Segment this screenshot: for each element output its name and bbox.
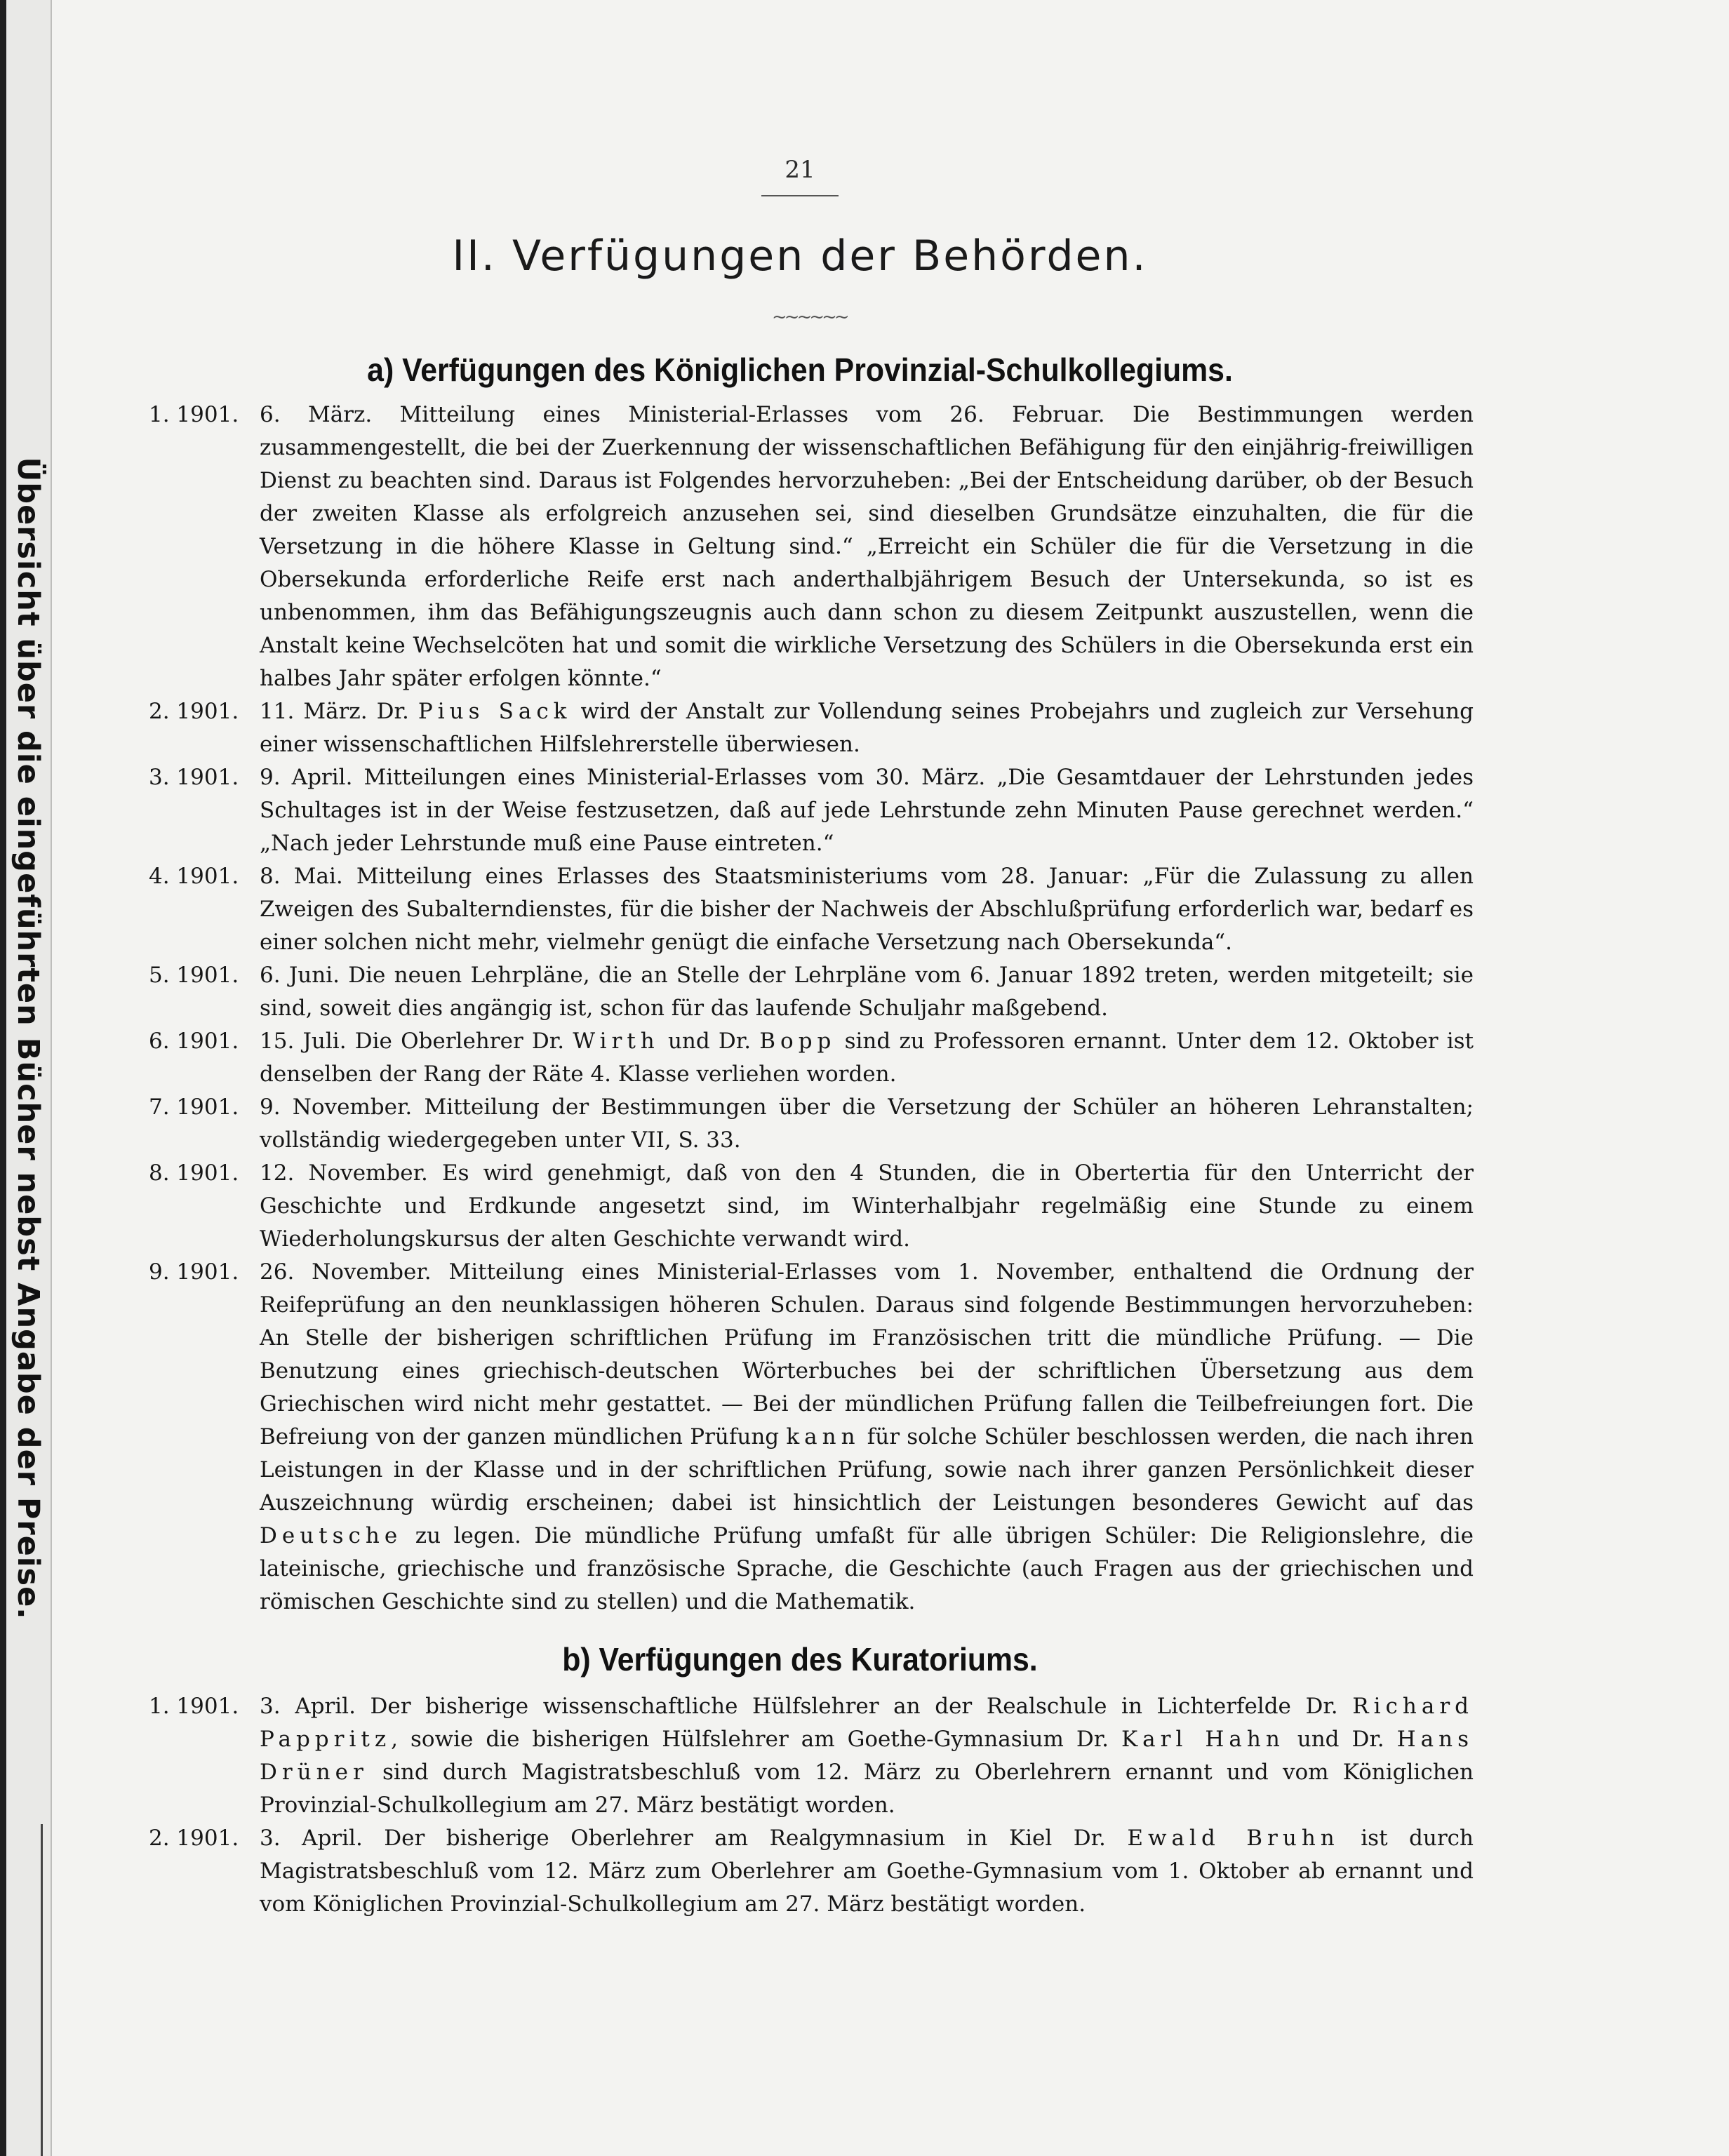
entry-a-5 <box>149 959 1474 1025</box>
entry-a-1 <box>149 399 1474 695</box>
chapter-title: II. Verfügungen der Behörden. <box>452 232 1148 281</box>
entry-a-7 <box>149 1091 1474 1157</box>
section-heading-b: b) Verfügungen des Kuratoriums. <box>562 1641 1038 1678</box>
entry-text: 8. Mai. Mitteilung eines Erlasses des Staatsministeriums vom 28. Januar: „Für die Zulassung zu allen Zweigen des Subalterndienstes, für die bisher der Nachweis der Abschlußprüfung erforderlich war, bedarf es einer solchen nicht mehr, vielmehr genügt die einfache Versetzung nach Obersekunda“. <box>260 864 1474 955</box>
entry-text: 26. November. Mitteilung eines Ministerial-Erlasses vom 1. November, enthaltend die Ordnung der Reifeprüfung an den neunklassigen höheren Schulen. Daraus sind folgende Bestimmungen hervorzuheben: An Stelle der bisherigen schriftlichen Prüfung im Französischen tritt die mündliche Prüfung. — Die Benutzung eines griechisch-deutschen Wörterbuches bei der schriftlichen Übersetzung aus dem Griechischen wird nicht mehr gestattet. — Bei der mündlichen Prüfung fallen die Teilbefreiungen fort. Die Befreiung von der ganzen mündlichen Prüfung kann für solche Schüler beschlossen werden, die nach ihren Leistungen in der Klasse und in der schriftlichen Prüfung, sowie nach ihrer ganzen Persönlichkeit dieser Auszeichnung würdig erscheinen; dabei ist hinsichtlich der Leistungen besonderes Gewicht auf das Deutsche zu legen. Die mündliche Prüfung umfaßt für alle übrigen Schüler: Die Religionslehre, die lateinische, griechische und französische Sprache, die Geschichte (auch Fragen aus der griechischen und römischen Geschichte sind zu stellen) und die Mathematik. <box>260 1259 1474 1614</box>
entries-list-b <box>149 1690 1474 1921</box>
emphasis: kann <box>786 1424 860 1449</box>
entry-number: 2. 1901. <box>149 1826 239 1851</box>
entry-number: 4. 1901. <box>149 864 239 889</box>
page-number: 21 <box>785 156 815 184</box>
person-name: Pius Sack <box>418 699 572 724</box>
binding-edge-mark <box>41 1824 43 2156</box>
binding-edge <box>0 0 6 2156</box>
entry-a-8 <box>149 1157 1474 1256</box>
entries-list-a <box>149 399 1474 1619</box>
entry-number: 7. 1901. <box>149 1094 239 1120</box>
entry-a-4 <box>149 860 1474 959</box>
entry-a-2 <box>149 695 1474 761</box>
entry-number: 9. 1901. <box>149 1259 239 1285</box>
entry-number: 1. 1901. <box>149 1694 239 1719</box>
entry-text: 15. Juli. Die Oberlehrer Dr. Wirth und Dr. Bopp sind zu Professoren ernannt. Unter dem 12. Oktober ist denselben der Rang der Räte 4. Klasse verliehen worden. <box>260 1029 1474 1087</box>
spine-label: Übersicht über die eingeführten Bücher nebst Angabe der Preise. <box>11 457 46 1620</box>
section-heading-a: a) Verfügungen des Königlichen Provinzial-Schulkollegiums. <box>367 351 1233 388</box>
emphasis: Deutsche <box>260 1523 403 1548</box>
entry-number: 2. 1901. <box>149 699 239 724</box>
person-name: Wirth <box>573 1029 660 1054</box>
person-name: Hans Drüner <box>260 1727 1474 1785</box>
person-name: Bopp <box>759 1029 836 1054</box>
person-name: Karl Hahn <box>1121 1727 1285 1752</box>
entry-text: 11. März. Dr. Pius Sack wird der Anstalt zur Vollendung seines Probejahrs und zugleich zur Versehung einer wissenschaftlichen Hilfslehrerstelle überwiesen. <box>260 699 1474 757</box>
entry-text: 12. November. Es wird genehmigt, daß von den 4 Stunden, die in Obertertia für den Unterricht der Geschichte und Erdkunde angesetzt sind, im Winterhalbjahr regelmäßig eine Stunde zu einem Wiederholungskursus der alten Geschichte verwandt wird. <box>260 1160 1474 1252</box>
entry-text: 9. April. Mitteilungen eines Ministerial-Erlasses vom 30. März. „Die Gesamtdauer der Lehrstunden jedes Schultages ist in der Weise festzusetzen, daß auf jede Lehrstunde zehn Minuten Pause gerechnet werden.“ „Nach jeder Lehrstunde muß eine Pause eintreten.“ <box>260 765 1474 856</box>
entry-a-9 <box>149 1256 1474 1619</box>
entry-a-3 <box>149 761 1474 860</box>
entry-text: 6. März. Mitteilung eines Ministerial-Erlasses vom 26. Februar. Die Bestimmungen werden zusammengestellt, die bei der Zuerkennung der wissenschaftlichen Befähigung für den einjährig-freiwilligen Dienst zu beachten sind. Daraus ist Folgendes hervorzuheben: „Bei der Entscheidung darüber, ob der Besuch der zweiten Klasse als erfolgreich anzusehen sei, sind dieselben Grundsätze einzuhalten, die für die Versetzung in die höhere Klasse in Geltung sind.“ „Erreicht ein Schüler die für die Versetzung in die Obersekunda erforderliche Reife erst nach anderthalbjährigem Besuch der Untersekunda, so ist es unbenommen, ihm das Befähigungszeugnis auch dann schon zu diesem Zeitpunkt auszustellen, wenn die Anstalt keine Wechselcöten hat und somit die wirkliche Versetzung des Schülers in die Obersekunda erst ein halbes Jahr später erfolgen könnte.“ <box>260 402 1474 691</box>
entry-number: 3. 1901. <box>149 765 239 790</box>
entry-b-2 <box>149 1822 1474 1921</box>
entry-number: 5. 1901. <box>149 963 239 988</box>
person-name: Ewald Bruhn <box>1127 1826 1340 1851</box>
entry-text: 9. November. Mitteilung der Bestimmungen über die Versetzung der Schüler an höheren Lehranstalten; vollständig wiedergegeben unter VII, S. 33. <box>260 1094 1474 1153</box>
ornament-divider: ~~~~~~ <box>772 307 847 328</box>
entry-a-6 <box>149 1025 1474 1091</box>
entry-number: 8. 1901. <box>149 1160 239 1186</box>
entry-text: 3. April. Der bisherige wissenschaftliche Hülfslehrer an der Realschule in Lichterfelde Dr. Richard Pappritz, sowie die bisherigen Hülfslehrer am Goethe-Gymnasium Dr. Karl Hahn und Dr. Hans Drüner sind durch Magistratsbeschluß vom 12. März zu Oberlehrern ernannt und vom Königlichen Provinzial-Schulkollegium am 27. März bestätigt worden. <box>260 1694 1474 1818</box>
entry-text: 6. Juni. Die neuen Lehrpläne, die an Stelle der Lehrpläne vom 6. Januar 1892 treten, werden mitgeteilt; sie sind, soweit dies angängig ist, schon für das laufende Schuljahr maßgebend. <box>260 963 1474 1021</box>
page-number-rule <box>761 195 839 196</box>
person-name: Richard Pappritz <box>260 1694 1474 1752</box>
entry-number: 6. 1901. <box>149 1029 239 1054</box>
entry-number: 1. 1901. <box>149 402 239 427</box>
entry-text: 3. April. Der bisherige Oberlehrer am Realgymnasium in Kiel Dr. Ewald Bruhn ist durch Magistratsbeschluß vom 12. März zum Oberlehrer am Goethe-Gymnasium vom 1. Oktober ab ernannt und vom Königlichen Provinzial-Schulkollegium am 27. März bestätigt worden. <box>260 1826 1474 1917</box>
entry-b-1 <box>149 1690 1474 1822</box>
